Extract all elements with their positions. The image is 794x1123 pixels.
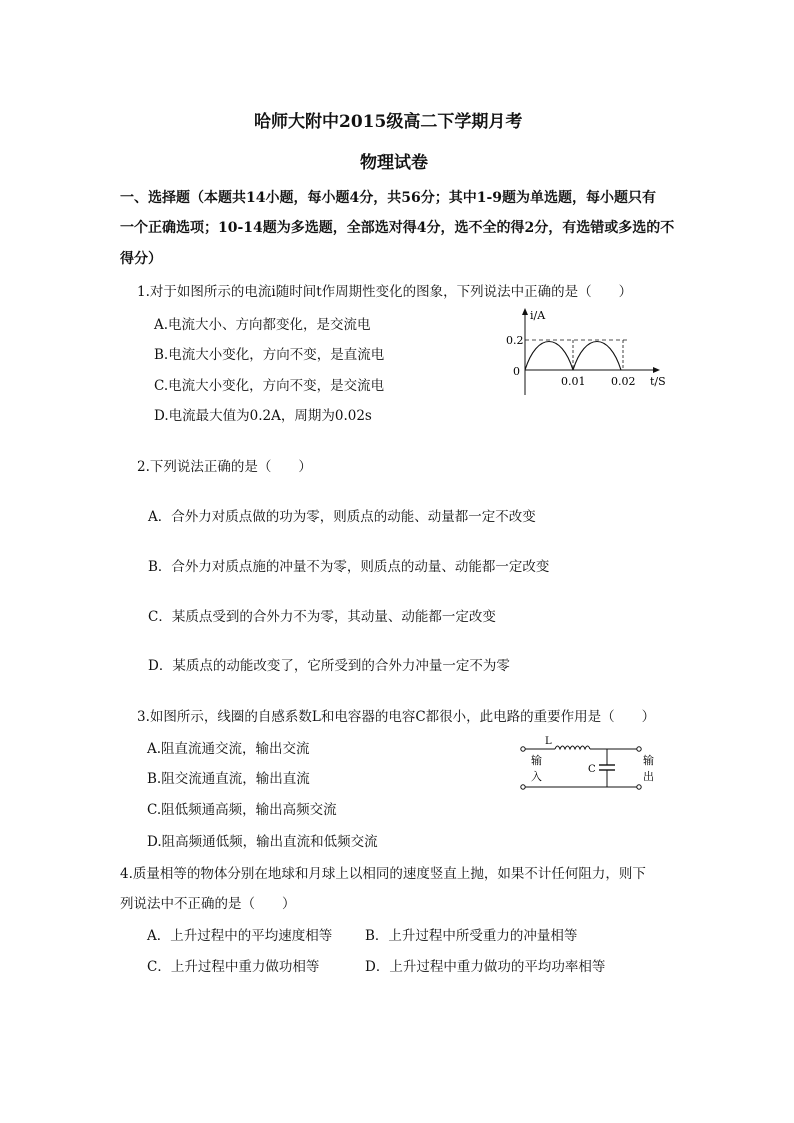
question-2-option-a: A．合外力对质点做的功为零，则质点的动能、动量都一定不改变: [148, 509, 536, 525]
question-3-option-a: A.阻直流通交流，输出交流: [147, 741, 310, 757]
circuit-input-label-1: 输: [531, 754, 542, 767]
graph-y-axis-arrow: [522, 308, 528, 315]
question-3-option-c: C.阻低频通高频，输出高频交流: [147, 802, 337, 818]
circuit-output-terminal-top: [637, 747, 641, 751]
question-2-option-b: B．合外力对质点施的冲量不为零，则质点的动量、动能都一定改变: [148, 559, 550, 575]
exam-subtitle: 物理试卷: [360, 153, 428, 173]
question-4-option-d: D．上升过程中重力做功的平均功率相等: [365, 959, 606, 975]
circuit-input-terminal-bottom: [521, 785, 525, 789]
question-1-option-b: B.电流大小变化，方向不变，是直流电: [154, 347, 385, 363]
circuit-inductor-coil: [555, 746, 590, 749]
circuit-inductor-label: L: [545, 736, 552, 747]
question-4-stem-line1: 4.质量相等的物体分别在地球和月球上以相同的速度竖直上抛，如果不计任何阻力，则下: [120, 866, 646, 882]
question-3-option-d: D.阻高频通低频，输出直流和低频交流: [147, 834, 378, 850]
question-3-option-b: B.阻交流通直流，输出直流: [147, 771, 310, 787]
exam-title: 哈师大附中2015级高二下学期月考: [254, 112, 523, 132]
graph-current-curve-2: [573, 342, 621, 371]
circuit-input-label-2: 入: [531, 770, 542, 783]
question-1-option-a: A.电流大小、方向都变化，是交流电: [154, 317, 371, 333]
graph-y-axis-label: i/A: [530, 309, 546, 322]
question-2-stem: 2.下列说法正确的是（ ）: [137, 459, 312, 475]
question-3-stem: 3.如图所示，线圈的自感系数L和电容器的电容C都很小，此电路的重要作用是（ ）: [137, 709, 656, 725]
question-3-lc-circuit: [515, 732, 665, 797]
circuit-output-terminal-bottom: [637, 785, 641, 789]
section-instructions-line3: 得分）: [120, 251, 162, 267]
circuit-output-label-1: 输: [643, 754, 654, 767]
question-1-stem: 1.对于如图所示的电流i随时间t作周期性变化的图象，下列说法中正确的是（ ）: [137, 284, 633, 300]
section-instructions-line2: 一个正确选项；10-14题为多选题，全部选对得4分，选不全的得2分，有选错或多选的不: [120, 220, 675, 236]
question-1-option-d: D.电流最大值为0.2A，周期为0.02s: [154, 408, 372, 424]
question-4-option-b: B．上升过程中所受重力的冲量相等: [365, 928, 578, 944]
question-1-current-graph: [505, 305, 675, 400]
graph-x-axis-arrow: [653, 367, 660, 373]
circuit-input-terminal-top: [521, 747, 525, 751]
question-4-stem-line2: 列说法中不正确的是（ ）: [120, 896, 296, 912]
question-4-option-a: A．上升过程中的平均速度相等: [147, 928, 333, 944]
question-1-option-c: C.电流大小变化，方向不变，是交流电: [154, 378, 385, 394]
question-2-option-d: D．某质点的动能改变了，它所受到的合外力冲量一定不为零: [148, 658, 510, 674]
question-2-option-c: C．某质点受到的合外力不为零，其动量、动能都一定改变: [148, 609, 496, 625]
graph-x-tick-label-1: 0.01: [561, 375, 586, 388]
graph-y-tick-label: 0.2: [506, 334, 524, 347]
question-4-option-c: C．上升过程中重力做功相等: [147, 959, 320, 975]
circuit-capacitor-label: C: [588, 764, 596, 775]
graph-x-tick-label-2: 0.02: [611, 375, 636, 388]
graph-origin-label: 0: [513, 365, 520, 378]
graph-current-curve-1: [525, 342, 573, 371]
circuit-output-label-2: 出: [643, 770, 654, 783]
graph-x-axis-label: t/S: [650, 375, 666, 388]
section-instructions-line1: 一、选择题（本题共14小题，每小题4分，共56分；其中1-9题为单选题，每小题只有: [120, 190, 656, 206]
